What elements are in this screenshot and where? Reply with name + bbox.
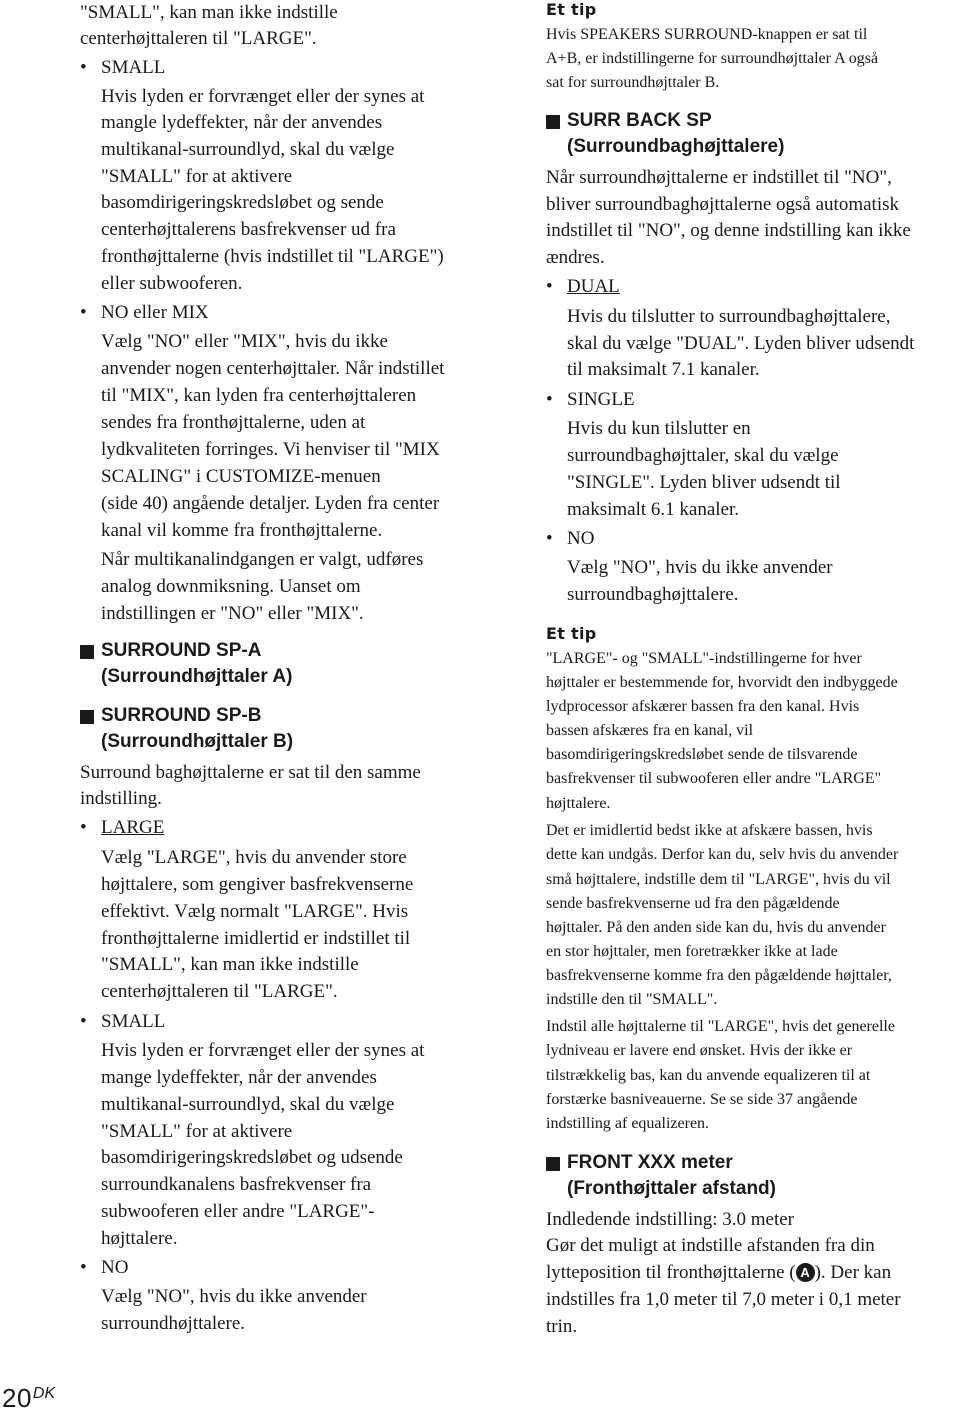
bullet: •: [546, 389, 553, 410]
bullet: •: [80, 1257, 87, 1278]
text-line: kanal vil komme fra fronthøjttalerne.: [101, 520, 383, 541]
text-line: Hvis lyden er forvrænget eller der synes at: [101, 1040, 425, 1061]
text-line: basomdirigeringskredsløbet og sende: [101, 192, 384, 213]
tip-line: højttaler. På den anden side kan du, hvis du anvender: [546, 919, 886, 936]
text-line: Hvis du tilslutter to surroundbaghøjttalere,: [567, 306, 891, 327]
section-heading-sub: (Surroundbaghøjttalere): [567, 136, 785, 157]
text-line: fronthøjttalerne (hvis indstillet til "LARGE"): [101, 246, 444, 267]
text-line: maksimalt 6.1 kanaler.: [567, 499, 740, 520]
option-label: SMALL: [101, 57, 166, 78]
tip-line: Det er imidlertid bedst ikke at afskære bassen, hvis: [546, 822, 873, 839]
text-line: skal du vælge "DUAL". Lyden bliver udsendt: [567, 333, 915, 354]
text-line: Indledende indstilling: 3.0 meter: [546, 1209, 795, 1230]
text-line: "SMALL", kan man ikke indstille: [101, 954, 359, 975]
tip-line: basfrekvenser til subwooferen eller andre "LARGE": [546, 770, 882, 787]
bullet: •: [546, 528, 553, 549]
text-line: "SMALL" for at aktivere: [101, 1121, 293, 1142]
tip-line: basomdirigeringskredsløbet sende de tilsvarende: [546, 746, 858, 763]
text-line: analog downmiksning. Uanset om: [101, 576, 361, 597]
tip-line: små højttalere, indstille dem til "LARGE", hvis du vil: [546, 871, 891, 888]
text-line: centerhøjttalerens basfrekvenser ud fra: [101, 219, 396, 240]
text-line: Når multikanalindgangen er valgt, udføres: [101, 549, 424, 570]
text-fragment: lytteposition til fronthøjttalerne (: [546, 1262, 796, 1283]
tip-line: tilstrækkelig bas, kan du anvende equalizeren til at: [546, 1067, 871, 1084]
text-line: surroundbaghøjttaler, skal du vælge: [567, 445, 839, 466]
text-line: SCALING" i CUSTOMIZE-menuen: [101, 466, 381, 487]
square-bullet-icon: [546, 1157, 560, 1171]
text-line: bliver surroundbaghøjttalerne også automatisk: [546, 194, 899, 215]
bullet: •: [546, 276, 553, 297]
text-line: mange lydeffekter, når der anvendes: [101, 1067, 377, 1088]
text-line: højttalere.: [101, 1228, 178, 1249]
tip-line: indstille den til "SMALL".: [546, 991, 718, 1008]
text-line: "SMALL", kan man ikke indstille: [80, 2, 338, 23]
text-line: Hvis du kun tilslutter en: [567, 418, 751, 439]
section-heading: FRONT XXX meter: [567, 1152, 733, 1173]
tip-line: forstærke basniveauerne. Se se side 37 angående: [546, 1091, 858, 1108]
text-line: indstilles fra 1,0 meter til 7,0 meter i 0,1 meter: [546, 1289, 901, 1310]
circled-a-marker-icon: A: [796, 1263, 815, 1282]
option-label: NO eller MIX: [101, 302, 209, 323]
tip-line: højttalere.: [546, 795, 611, 812]
text-line: ændres.: [546, 247, 605, 268]
section-heading-sub: (Surroundhøjttaler A): [101, 666, 293, 687]
section-heading-sub: (Fronthøjttaler afstand): [567, 1178, 776, 1199]
square-bullet-icon: [80, 645, 94, 659]
text-line: højttalere, som gengiver basfrekvenserne: [101, 874, 414, 895]
tip-line: "LARGE"- og "SMALL"-indstillingerne for hver: [546, 650, 862, 667]
tip-line: lydprocessor afskærer bassen fra den kanal. Hvis: [546, 698, 860, 715]
text-line: Hvis lyden er forvrænget eller der synes at: [101, 86, 425, 107]
text-line: til "MIX", kan lyden fra centerhøjttaleren: [101, 385, 417, 406]
text-line: Gør det muligt at indstille afstanden fra din: [546, 1235, 875, 1256]
tip-line: en stor højttaler, men foretrækker ikke at lade: [546, 943, 838, 960]
tip-line: dette kan undgås. Derfor kan du, selv hvis du anvender: [546, 846, 899, 863]
tip-title: Et tip: [546, 624, 597, 643]
text-line: surroundbaghøjttalere.: [567, 584, 739, 605]
text-line: centerhøjttaleren til "LARGE".: [80, 28, 317, 49]
tip-line: lydniveau er lavere end ønsket. Hvis der ikke er: [546, 1042, 853, 1059]
text-fragment: ). Der kan: [814, 1262, 892, 1283]
option-label: LARGE: [101, 817, 165, 838]
option-label: SMALL: [101, 1011, 166, 1032]
bullet: •: [80, 302, 87, 323]
text-line: til maksimalt 7.1 kanaler.: [567, 359, 760, 380]
section-heading: SURROUND SP-B: [101, 705, 262, 726]
page-number-value: 20: [2, 1383, 32, 1413]
section-heading-sub: (Surroundhøjttaler B): [101, 731, 294, 752]
bullet: •: [80, 817, 87, 838]
text-line: fronthøjttalerne imidlertid er indstillet til: [101, 928, 411, 949]
text-line: Surround baghøjttalerne er sat til den samme: [80, 762, 421, 783]
tip-line: Indstil alle højttalerne til "LARGE", hvis det generelle: [546, 1018, 895, 1035]
text-line: sendes fra fronthøjttalerne, uden at: [101, 412, 366, 433]
text-line: subwooferen eller andre "LARGE"-: [101, 1201, 375, 1222]
square-bullet-icon: [546, 115, 560, 129]
bullet: •: [80, 57, 87, 78]
text-line: Vælg "NO", hvis du ikke anvender: [567, 557, 833, 578]
text-line: indstillingen er "NO" eller "MIX".: [101, 603, 364, 624]
text-line: Vælg "NO", hvis du ikke anvender: [101, 1286, 367, 1307]
text-line: mangle lydeffekter, når der anvendes: [101, 112, 383, 133]
text-line: effektivt. Vælg normalt "LARGE". Hvis: [101, 901, 409, 922]
page-number: [2, 1383, 55, 1418]
text-line: (side 40) angående detaljer. Lyden fra center: [101, 493, 440, 514]
text-line: Vælg "NO" eller "MIX", hvis du ikke: [101, 331, 388, 352]
option-label: SINGLE: [567, 389, 635, 410]
text-line: multikanal-surroundlyd, skal du vælge: [101, 139, 395, 160]
tip-line: basfrekvenserne komme fra den pågældende højttaler,: [546, 967, 892, 984]
text-line: lydkvaliteten forringes. Vi henviser til "MIX: [101, 439, 440, 460]
tip-line: indstilling af equalizeren.: [546, 1115, 710, 1132]
text-line: Vælg "LARGE", hvis du anvender store: [101, 847, 407, 868]
text-line: "SINGLE". Lyden bliver udsendt til: [567, 472, 841, 493]
text-line: surroundkanalens basfrekvenser fra: [101, 1174, 372, 1195]
option-label: NO: [101, 1257, 129, 1278]
language-code: DK: [32, 1385, 56, 1402]
text-line: basomdirigeringskredsløbet og udsende: [101, 1147, 403, 1168]
text-line: "SMALL" for at aktivere: [101, 166, 293, 187]
tip-line: A+B, er indstillingerne for surroundhøjttaler A også: [546, 50, 879, 67]
tip-line: sende basfrekvenserne ud fra den pågældende: [546, 895, 840, 912]
tip-line: Hvis SPEAKERS SURROUND-knappen er sat til: [546, 26, 868, 43]
tip-line: bassen afskæres fra en kanal, vil: [546, 722, 754, 739]
text-line: centerhøjttaleren til "LARGE".: [101, 981, 338, 1002]
text-line: trin.: [546, 1316, 578, 1337]
square-bullet-icon: [80, 710, 94, 724]
text-line: [546, 1260, 891, 1286]
text-line: indstillet til "NO", og denne indstilling kan ikke: [546, 220, 911, 241]
text-line: surroundhøjttalere.: [101, 1313, 246, 1334]
text-line: multikanal-surroundlyd, skal du vælge: [101, 1094, 395, 1115]
text-line: anvender nogen centerhøjttaler. Når indstillet: [101, 358, 445, 379]
option-label: DUAL: [567, 276, 620, 297]
tip-line: højttaler er bestemmende for, hvorvidt den indbyggede: [546, 674, 898, 691]
section-heading: SURR BACK SP: [567, 110, 712, 131]
text-line: Når surroundhøjttalerne er indstillet til "NO",: [546, 167, 892, 188]
tip-line: sat for surroundhøjttaler B.: [546, 74, 720, 91]
section-heading: SURROUND SP-A: [101, 640, 262, 661]
bullet: •: [80, 1011, 87, 1032]
option-label: NO: [567, 528, 595, 549]
tip-title: Et tip: [546, 0, 597, 19]
text-line: indstilling.: [80, 788, 162, 809]
text-line: eller subwooferen.: [101, 273, 243, 294]
